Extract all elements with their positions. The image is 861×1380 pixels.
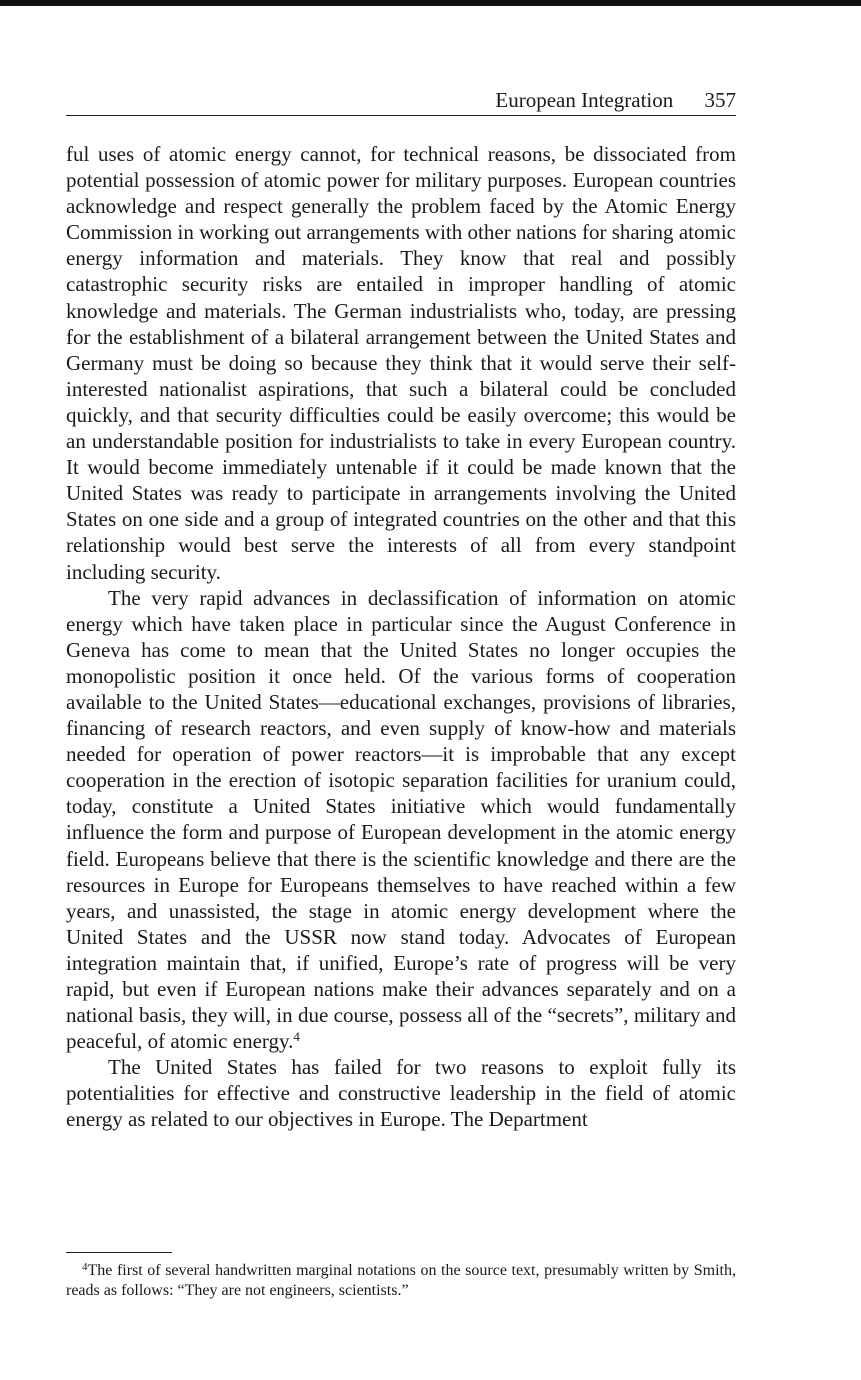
footnote-reference[interactable]: 4 (293, 1029, 300, 1045)
footnote-marker: 4 (82, 1261, 88, 1273)
page-number: 357 (704, 88, 736, 112)
running-title: European Integration (495, 88, 674, 112)
running-header (66, 88, 736, 112)
footnote-text: The first of several handwritten marginal notations on the source text, presumably written by Smith, reads as follows: “They are not engineers, scientists.” (66, 1262, 736, 1299)
paragraph-1: ful uses of atomic energy cannot, for technical reasons, be dissociated from potential possession of atomic power for military purposes. European countries acknowledge and respect generally the problem faced by the Atomic Energy Commission in working out arrangements with other nations for sharing atomic energy information and materials. They know that real and possibly catastrophic security risks are entailed in improper handling of atomic knowledge and materials. The German industrialists who, today, are pressing for the establishment of a bilateral arrangement between the United States and Germany must be doing so because they think that it would serve their self-interested nationalist aspirations, that such a bilateral could be concluded quickly, and that security difficulties could be easily overcome; this would be an understandable position for industrialists to take in every European country. It would become immediately untenable if it could be made known that the United States was ready to participate in arrangements involving the United States on one side and a group of integrated countries on the other and that this relationship would best serve the interests of all from every standpoint including security. (66, 142, 736, 584)
paragraph-3: The United States has failed for two reasons to exploit fully its potentialities for effective and constructive leadership in the field of atomic energy as related to our objectives in Europe. The Department (66, 1055, 736, 1132)
header-rule (66, 115, 736, 116)
top-scan-edge (0, 0, 861, 6)
footnote-rule (66, 1252, 172, 1253)
footnote (66, 1261, 736, 1301)
paragraph-2 (66, 585, 736, 1055)
paragraph-2-text: The very rapid advances in declassification of information on atomic energy which have taken place in particular since the August Conference in Geneva has come to mean that the United States no longer occupies the monopolistic position it once held. Of the various forms of cooperation available to the United States—educational exchanges, provisions of libraries, financing of research reactors, and even supply of know-how and materials needed for operation of power reactors—it is improbable that any except cooperation in the erection of isotopic separation facilities for uranium could, today, constitute a United States initiative which would fundamentally influence the form and purpose of European development in the atomic energy field. Europeans believe that there is the scientific knowledge and there are the resources in Europe for Europeans themselves to have reached within a few years, and unassisted, the stage in atomic energy development where the United States and the USSR now stand today. Advocates of European integration maintain that, if unified, Europe’s rate of progress will be very rapid, but even if European nations make their advances separately and on a national basis, they will, in due course, possess all of the “secrets”, military and peaceful, of atomic energy. (66, 585, 736, 1054)
body-text (66, 141, 736, 1133)
